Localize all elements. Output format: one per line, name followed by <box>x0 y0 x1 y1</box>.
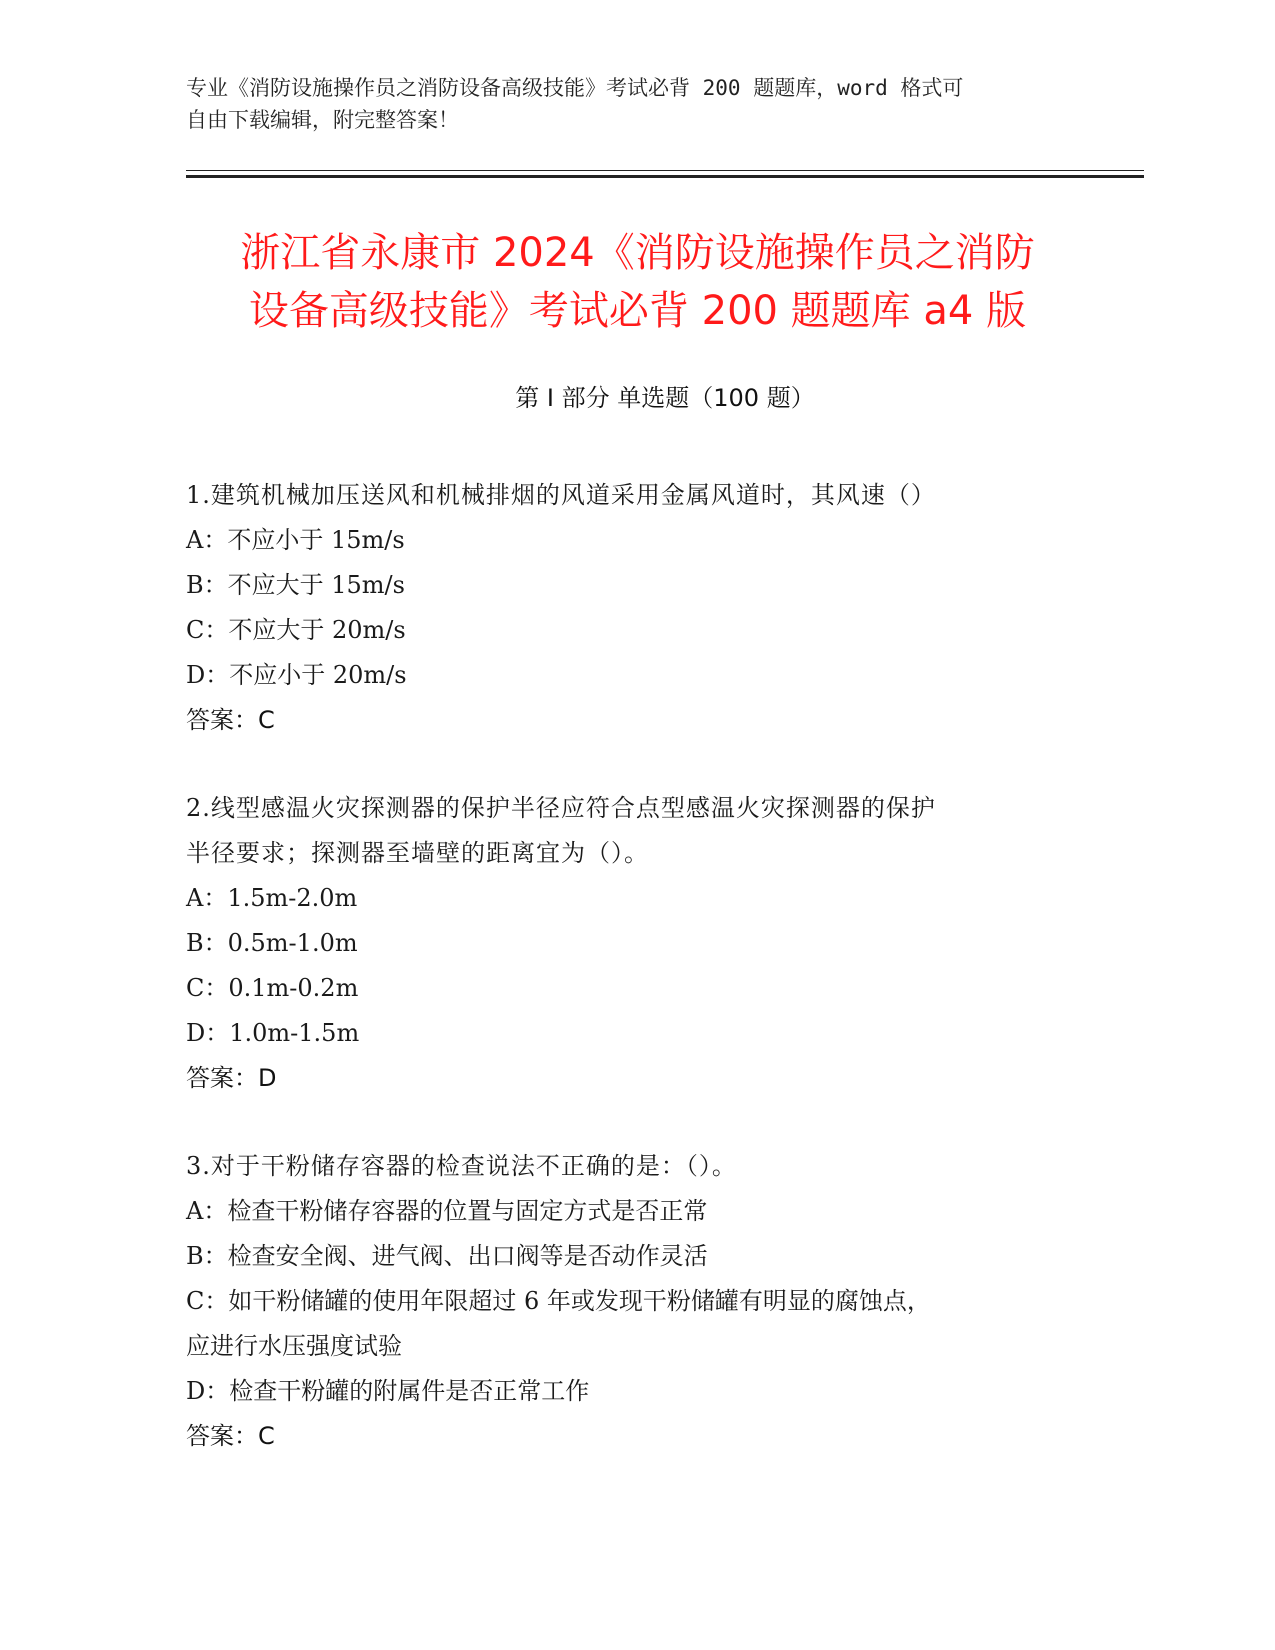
document-title-line-1: 浙江省永康市 2024《消防设施操作员之消防 <box>240 230 1035 276</box>
document-title <box>150 224 1125 340</box>
question-stem: 3.对于干粉储存容器的检查说法不正确的是：（）。 <box>186 1152 737 1180</box>
header-note-line-1: 专业《消防设施操作员之消防设备高级技能》考试必背 200 题题库，word 格式可 <box>186 76 964 100</box>
option-b: B：不应大于 15m/s <box>186 571 405 599</box>
option-c: C：0.1m-0.2m <box>186 974 359 1002</box>
header-divider-thin <box>186 170 1144 171</box>
question-stem-line-1: 2.线型感温火灾探测器的保护半径应符合点型感温火灾探测器的保护 <box>186 794 936 822</box>
option-b: B：0.5m-1.0m <box>186 929 358 957</box>
option-d: D：检查干粉罐的附属件是否正常工作 <box>186 1377 590 1405</box>
question-stem: 1.建筑机械加压送风和机械排烟的风道采用金属风道时，其风速（） <box>186 481 936 509</box>
option-c: C：不应大于 20m/s <box>186 616 406 644</box>
question-2 <box>186 786 1086 1101</box>
document-title-line-2: 设备高级技能》考试必背 200 题题库 a4 版 <box>248 288 1027 334</box>
option-a: A：不应小于 15m/s <box>186 526 405 554</box>
answer: 答案：C <box>186 1422 275 1450</box>
option-c-continued: 应进行水压强度试验 <box>186 1332 402 1360</box>
option-d: D：1.0m-1.5m <box>186 1019 360 1047</box>
question-1 <box>186 473 1086 743</box>
option-b: B：检查安全阀、进气阀、出口阀等是否动作灵活 <box>186 1242 708 1270</box>
answer: 答案：C <box>186 706 275 734</box>
section-heading: 第 I 部分 单选题（100 题） <box>515 384 815 412</box>
option-a: A：检查干粉储存容器的位置与固定方式是否正常 <box>186 1197 708 1225</box>
header-divider-thick <box>186 175 1144 178</box>
option-c: C：如干粉储罐的使用年限超过 6 年或发现干粉储罐有明显的腐蚀点， <box>186 1287 931 1315</box>
option-d: D：不应小于 20m/s <box>186 661 407 689</box>
question-3 <box>186 1144 1086 1459</box>
answer: 答案：D <box>186 1064 277 1092</box>
question-stem-line-2: 半径要求；探测器至墙壁的距离宜为（）。 <box>186 839 649 867</box>
option-a: A：1.5m-2.0m <box>186 884 358 912</box>
header-note-line-2: 自由下载编辑，附完整答案！ <box>186 108 459 132</box>
header-note <box>186 72 1086 136</box>
question-list <box>186 473 1086 1502</box>
